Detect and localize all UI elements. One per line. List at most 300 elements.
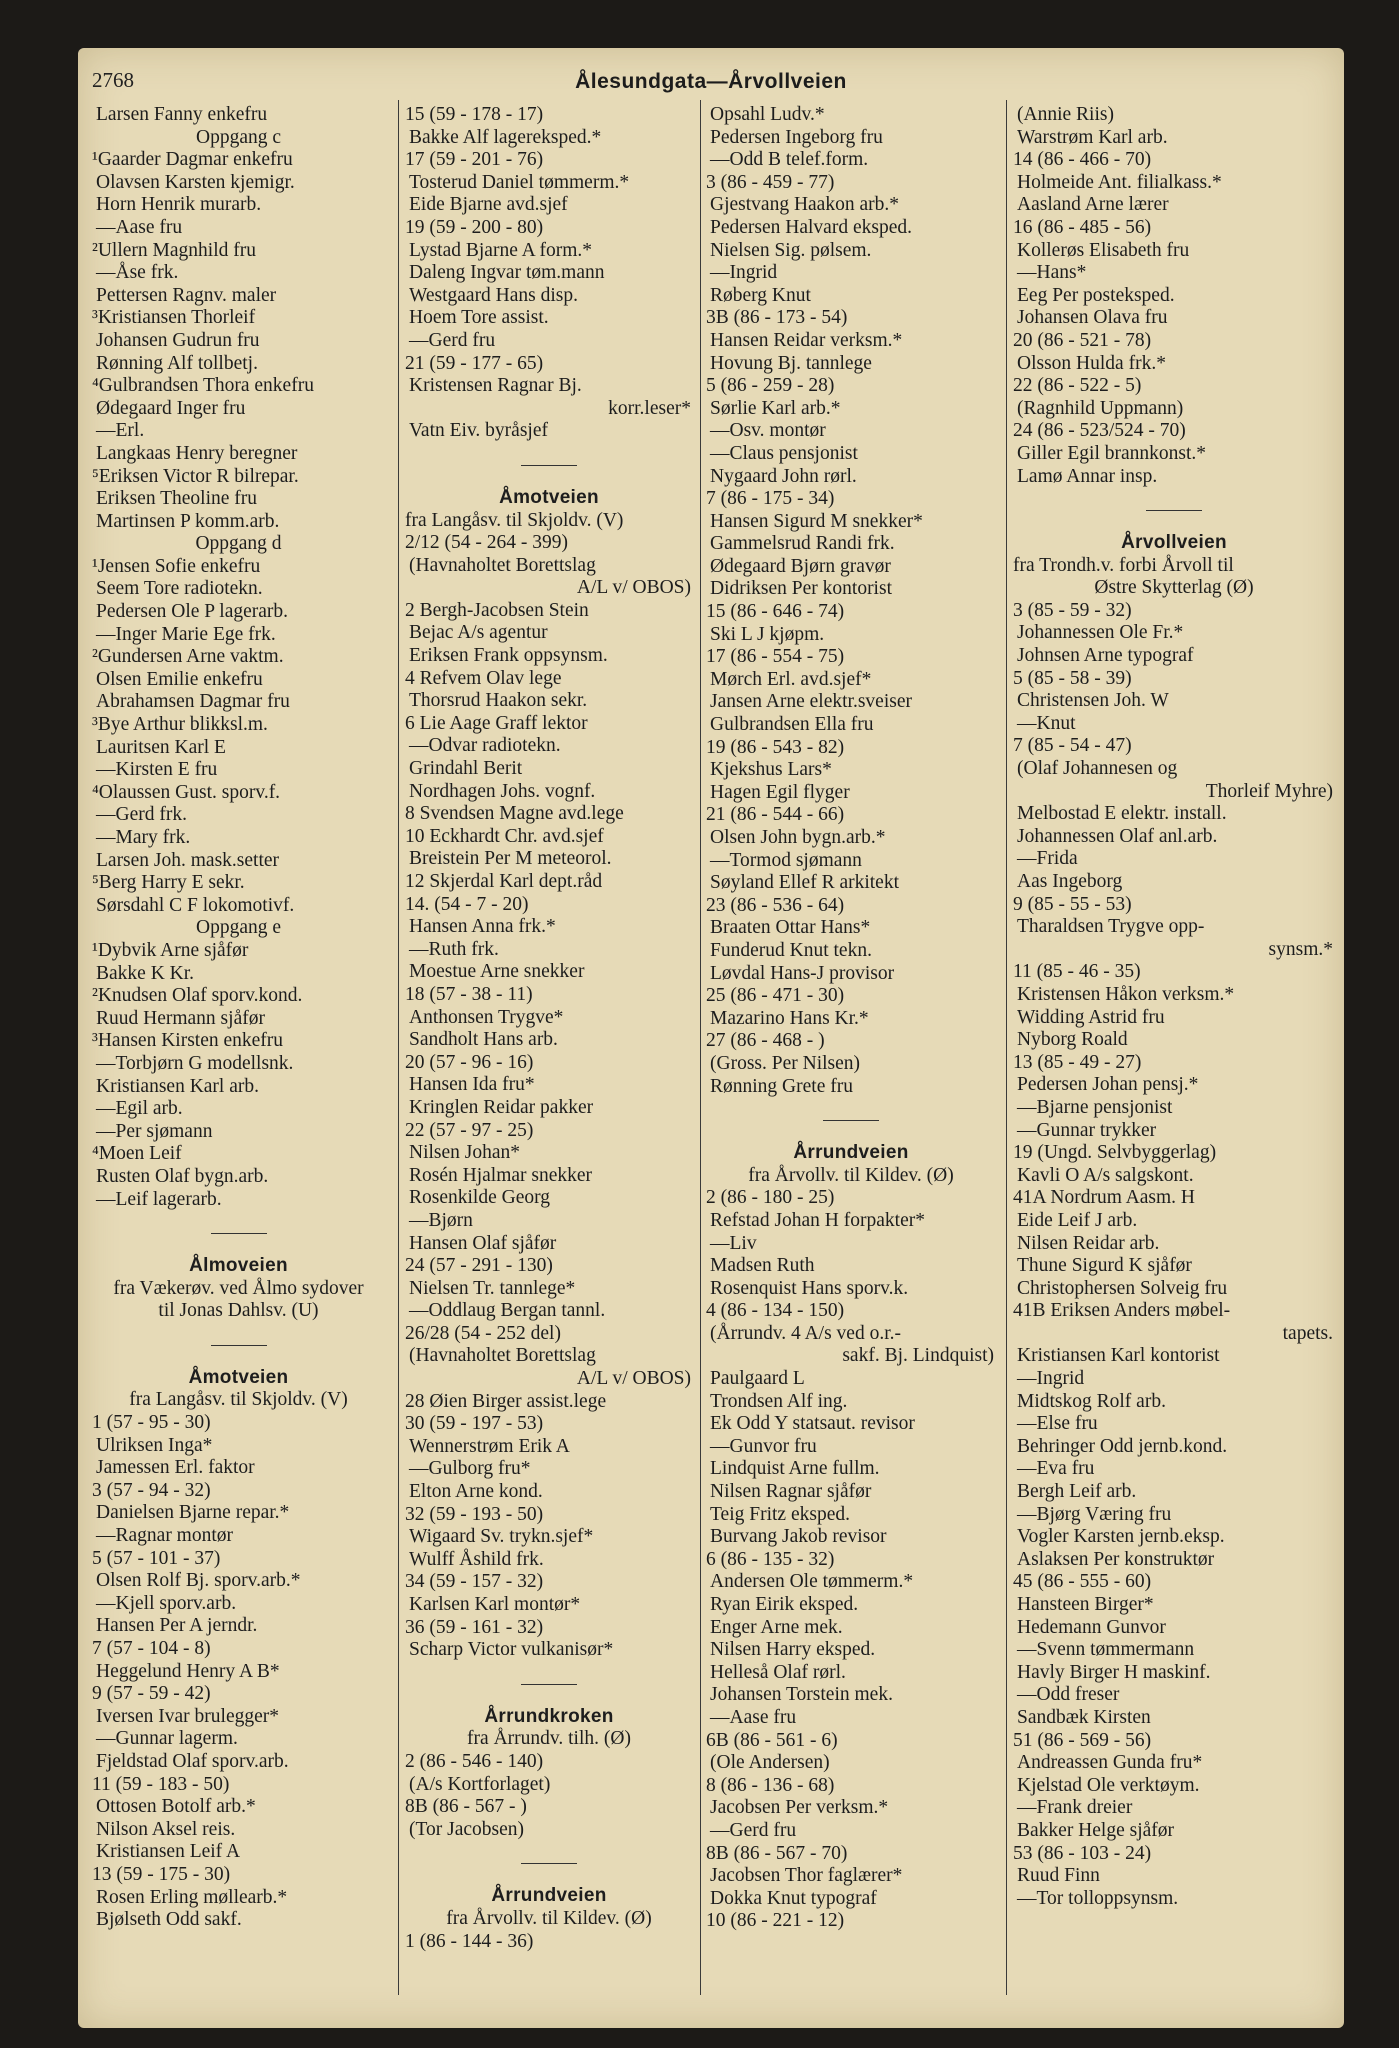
- directory-line: —Gerd fru: [710, 1819, 797, 1841]
- directory-line: korr.leser*: [608, 397, 691, 419]
- directory-line: 34 (59 - 157 - 32): [405, 1571, 544, 1593]
- directory-line: Bakker Helge sjåfør: [1017, 1819, 1175, 1841]
- directory-line: —Ragnar montør: [96, 1525, 234, 1547]
- directory-line: Oppgang e: [195, 917, 282, 939]
- column-rule: [700, 100, 701, 1995]
- directory-line: 19 (59 - 200 - 80): [405, 216, 544, 238]
- directory-line: 21 (86 - 544 - 66): [706, 804, 845, 826]
- street-heading: Årvollveien: [1121, 532, 1227, 554]
- directory-line: Johansen Torstein mek.: [710, 1684, 893, 1706]
- directory-line: Braaten Ottar Hans*: [710, 917, 871, 939]
- directory-line: Olsson Hulda frk.*: [1017, 352, 1166, 374]
- directory-line: Bergh Leif arb.: [1017, 1481, 1137, 1503]
- directory-line: Jansen Arne elektr.sveiser: [710, 691, 912, 713]
- directory-line: Moestue Arne snekker: [409, 961, 585, 983]
- directory-line: Iversen Ivar brulegger*: [96, 1705, 279, 1727]
- directory-line: Ryan Eirik eksped.: [710, 1594, 859, 1615]
- directory-line: —Gerd frk.: [96, 804, 187, 826]
- directory-line: Hedemann Gunvor: [1017, 1616, 1166, 1638]
- directory-line: 6 Lie Aage Graff lektor: [405, 712, 588, 734]
- directory-line: Elton Arne kond.: [409, 1481, 543, 1503]
- directory-line: ²Gundersen Arne vaktm.: [92, 646, 284, 668]
- directory-line: Gammelsrud Randi frk.: [710, 533, 895, 555]
- directory-line: —Hans*: [1017, 262, 1087, 284]
- directory-line: Pedersen Ole P lagerarb.: [96, 601, 289, 623]
- directory-line: Hoem Tore assist.: [409, 307, 549, 329]
- directory-line: —Else fru: [1017, 1413, 1098, 1435]
- section-separator: [405, 443, 693, 487]
- directory-line: Paulgaard L: [710, 1368, 805, 1390]
- directory-line: fra Trondh.v. forbi Årvoll til: [1013, 554, 1234, 576]
- directory-line: Ulriksen Inga*: [96, 1434, 213, 1456]
- directory-line: —Claus pensjonist: [710, 442, 858, 464]
- directory-line: Seem Tore radiotekn.: [96, 578, 263, 600]
- directory-line: 36 (59 - 161 - 32): [405, 1616, 544, 1638]
- directory-line: 15 (59 - 178 - 17): [405, 104, 544, 125]
- directory-line: 6 (86 - 135 - 32): [706, 1548, 835, 1570]
- directory-line: Nordhagen Johs. vognf.: [409, 780, 596, 802]
- directory-line: 5 (57 - 101 - 37): [92, 1547, 221, 1569]
- directory-line: —Oddlaug Bergan tannl.: [409, 1300, 606, 1322]
- directory-line: Rosenquist Hans sporv.k.: [710, 1277, 909, 1299]
- directory-line: Funderud Knut tekn.: [710, 939, 872, 961]
- directory-line: Eriksen Frank oppsynsm.: [409, 645, 608, 667]
- directory-line: Johannessen Ole Fr.*: [1017, 622, 1184, 644]
- directory-line: Gjestvang Haakon arb.*: [710, 194, 899, 216]
- directory-line: Ruud Hermann sjåfør: [96, 1007, 265, 1029]
- directory-line: Nilsen Harry eksped.: [710, 1639, 876, 1661]
- directory-line: Wulff Åshild frk.: [409, 1548, 544, 1570]
- directory-line: 22 (57 - 97 - 25): [405, 1119, 534, 1141]
- column-4: [1013, 104, 1335, 2004]
- directory-line: —Åse frk.: [96, 262, 179, 284]
- directory-line: (Gross. Per Nilsen): [710, 1052, 861, 1074]
- street-heading: Åmotveien: [499, 486, 599, 508]
- directory-line: ²Ullern Magnhild fru: [92, 239, 256, 261]
- directory-line: Refstad Johan H forpakter*: [710, 1209, 925, 1231]
- directory-line: —Osv. montør: [710, 420, 826, 442]
- directory-line: Anthonsen Trygve*: [409, 1006, 564, 1028]
- directory-line: 11 (59 - 183 - 50): [92, 1773, 230, 1795]
- directory-line: Løvdal Hans-J provisor: [710, 962, 895, 984]
- directory-line: 13 (59 - 175 - 30): [92, 1863, 231, 1885]
- directory-line: fra Langåsv. til Skjoldv. (V): [405, 509, 624, 531]
- directory-line: Sandholt Hans arb.: [409, 1029, 558, 1051]
- directory-line: —Egil arb.: [96, 1098, 183, 1120]
- directory-line: —Gulborg fru*: [409, 1458, 531, 1480]
- directory-line: 24 (86 - 523/524 - 70): [1013, 420, 1186, 442]
- directory-line: Hagen Egil flyger: [710, 781, 850, 803]
- directory-line: Jacobsen Thor faglærer*: [710, 1865, 903, 1887]
- directory-line: Horn Henrik murarb.: [96, 194, 262, 216]
- directory-line: —Gunnar lagerm.: [96, 1728, 238, 1750]
- directory-line: Ski L J kjøpm.: [710, 623, 825, 645]
- directory-line: 19 (Ungd. Selvbyggerlag): [1013, 1142, 1217, 1164]
- directory-line: 17 (86 - 554 - 75): [706, 646, 845, 668]
- column-3: [706, 104, 996, 2004]
- directory-line: 9 (85 - 55 - 53): [1013, 893, 1132, 915]
- directory-line: 10 (86 - 221 - 12): [706, 1910, 845, 1932]
- directory-line: Ødegaard Inger fru: [96, 397, 246, 419]
- directory-line: Kristiansen Leif A: [96, 1841, 241, 1863]
- directory-line: Aasland Arne lærer: [1017, 194, 1169, 216]
- directory-line: Fjeldstad Olaf sporv.arb.: [96, 1750, 289, 1772]
- directory-line: Andersen Ole tømmerm.*: [710, 1571, 914, 1593]
- directory-line: Rosén Hjalmar snekker: [409, 1164, 593, 1186]
- directory-line: 20 (57 - 96 - 16): [405, 1051, 534, 1073]
- directory-line: 53 (86 - 103 - 24): [1013, 1842, 1152, 1864]
- directory-line: Nilson Aksel reis.: [96, 1818, 236, 1840]
- directory-line: 5 (85 - 58 - 39): [1013, 667, 1132, 689]
- directory-line: Oppgang c: [195, 126, 282, 148]
- directory-line: Vatn Eiv. byråsjef: [409, 420, 548, 442]
- directory-line: ²Knudsen Olaf sporv.kond.: [92, 985, 303, 1007]
- directory-line: Johansen Olava fru: [1017, 307, 1168, 329]
- street-heading: Årrundveien: [491, 1885, 607, 1907]
- directory-line: Widding Astrid fru: [1017, 1006, 1165, 1028]
- directory-line: 41B Eriksen Anders møbel-: [1013, 1300, 1231, 1322]
- directory-line: 5 (86 - 259 - 28): [706, 375, 835, 397]
- directory-line: 13 (85 - 49 - 27): [1013, 1051, 1142, 1073]
- directory-line: Oppgang d: [195, 533, 282, 555]
- directory-line: Eeg Per posteksped.: [1017, 284, 1175, 306]
- directory-line: Nygaard John rørl.: [710, 465, 857, 487]
- directory-line: Nilsen Reidar arb.: [1017, 1232, 1160, 1254]
- directory-line: Grindahl Berit: [409, 758, 523, 780]
- directory-line: Nielsen Tr. tannlege*: [409, 1277, 576, 1299]
- directory-line: 6B (86 - 561 - 6): [706, 1729, 838, 1751]
- directory-line: 3 (86 - 459 - 77): [706, 171, 835, 193]
- directory-line: 19 (86 - 543 - 82): [706, 736, 845, 758]
- directory-line: —Frank dreier: [1017, 1797, 1133, 1819]
- directory-line: Nyborg Roald: [1017, 1029, 1128, 1051]
- directory-line: 15 (86 - 646 - 74): [706, 601, 845, 623]
- directory-line: 14 (86 - 466 - 70): [1013, 149, 1152, 171]
- directory-line: Nilsen Johan*: [409, 1142, 521, 1164]
- directory-line: Wennerstrøm Erik A: [409, 1435, 570, 1457]
- directory-line: Kristiansen Karl arb.: [96, 1075, 259, 1097]
- directory-line: Teig Fritz eksped.: [710, 1503, 850, 1525]
- column-rule: [1006, 100, 1007, 1995]
- directory-line: Bejac A/s agentur: [409, 622, 548, 644]
- directory-line: 7 (85 - 54 - 47): [1013, 735, 1132, 757]
- directory-line: —Ingrid: [710, 262, 778, 284]
- street-heading: Årrundkroken: [484, 1705, 614, 1727]
- directory-line: Kjekshus Lars*: [710, 759, 832, 781]
- directory-line: 3B (86 - 173 - 54): [706, 307, 848, 329]
- directory-line: Christensen Joh. W: [1017, 690, 1169, 712]
- directory-line: —Liv: [710, 1232, 757, 1254]
- directory-line: Olsen Rolf Bj. sporv.arb.*: [96, 1570, 301, 1592]
- section-separator: [92, 1323, 385, 1367]
- directory-line: 3 (85 - 59 - 32): [1013, 599, 1132, 621]
- directory-line: Johnsen Arne typograf: [1017, 645, 1194, 667]
- directory-line: —Ingrid: [1017, 1368, 1085, 1390]
- directory-line: Trondsen Alf ing.: [710, 1390, 848, 1412]
- directory-line: Scharp Victor vulkanisør*: [409, 1639, 614, 1661]
- directory-line: Pettersen Ragnv. maler: [96, 284, 277, 306]
- directory-line: —Gunnar trykker: [1017, 1119, 1157, 1141]
- directory-line: ⁵Eriksen Victor R bilrepar.: [92, 465, 299, 487]
- directory-line: —Gunvor fru: [710, 1435, 817, 1457]
- directory-line: 1 (57 - 95 - 30): [92, 1412, 211, 1434]
- directory-line: Lindquist Arne fullm.: [710, 1458, 880, 1480]
- directory-line: 26/28 (54 - 252 del): [405, 1322, 561, 1344]
- section-separator: [1013, 488, 1335, 532]
- directory-line: Ek Odd Y statsaut. revisor: [710, 1413, 915, 1435]
- directory-line: —Frida: [1017, 848, 1078, 870]
- column-1: [92, 104, 385, 2004]
- directory-line: —Svenn tømmermann: [1017, 1639, 1195, 1661]
- directory-line: ³Bye Arthur blikksl.m.: [92, 714, 268, 736]
- directory-line: Søyland Ellef R arkitekt: [710, 872, 900, 894]
- directory-line: —Torbjørn G modellsnk.: [96, 1052, 294, 1074]
- directory-line: —Eva fru: [1017, 1458, 1095, 1480]
- directory-line: 12 Skjerdal Karl dept.råd: [405, 871, 603, 892]
- directory-line: Abrahamsen Dagmar fru: [96, 691, 290, 713]
- directory-line: 45 (86 - 555 - 60): [1013, 1571, 1152, 1593]
- column-2: [405, 104, 693, 2004]
- directory-line: Rosenkilde Georg: [409, 1187, 550, 1209]
- directory-line: 32 (59 - 193 - 50): [405, 1503, 544, 1525]
- directory-line: —Tor tolloppsynsm.: [1017, 1887, 1179, 1909]
- directory-line: Eide Bjarne avd.sjef: [409, 194, 568, 216]
- directory-line: 25 (86 - 471 - 30): [706, 985, 845, 1007]
- directory-line: 8B (86 - 567 - ): [405, 1796, 527, 1818]
- directory-line: —Kirsten E fru: [96, 759, 218, 781]
- directory-line: synsm.*: [1268, 938, 1333, 960]
- directory-line: Sørsdahl C F lokomotivf.: [96, 894, 295, 916]
- directory-line: Pedersen Ingeborg fru: [710, 126, 883, 148]
- directory-line: til Jonas Dahlsv. (U): [158, 1300, 319, 1322]
- directory-line: —Odd freser: [1017, 1684, 1120, 1706]
- directory-line: (Årrundv. 4 A/s ved o.r.-: [710, 1322, 902, 1344]
- directory-line: 20 (86 - 521 - 78): [1013, 329, 1152, 351]
- directory-line: ¹Gaarder Dagmar enkefru: [92, 149, 293, 171]
- section-separator: [405, 1841, 693, 1885]
- directory-line: Heggelund Henry A B*: [96, 1660, 280, 1682]
- directory-line: Wigaard Sv. trykn.sjef*: [409, 1526, 594, 1548]
- directory-line: Hansen Olaf sjåfør: [409, 1232, 557, 1254]
- directory-line: A/L v/ OBOS): [576, 577, 691, 599]
- directory-line: Daleng Ingvar tøm.mann: [409, 262, 605, 284]
- directory-line: Hansen Sigurd M snekker*: [710, 510, 923, 532]
- directory-line: 8 (86 - 136 - 68): [706, 1774, 835, 1796]
- directory-line: Olsen John bygn.arb.*: [710, 827, 886, 848]
- directory-line: Nilsen Ragnar sjåfør: [710, 1481, 872, 1503]
- directory-line: Hansteen Birger*: [1017, 1594, 1154, 1615]
- directory-line: Kristiansen Karl kontorist: [1017, 1345, 1220, 1367]
- directory-line: ³Kristiansen Thorleif: [92, 307, 256, 329]
- directory-line: Aslaksen Per konstruktør: [1017, 1548, 1215, 1570]
- directory-line: Rusten Olaf bygn.arb.: [96, 1165, 269, 1187]
- directory-line: —Aase fru: [710, 1706, 797, 1728]
- directory-line: fra Vækerøv. ved Ålmo sydover: [113, 1277, 364, 1299]
- directory-line: Olsen Emilie enkefru: [96, 668, 263, 690]
- directory-line: —Aase fru: [96, 216, 183, 238]
- section-separator: [92, 1211, 385, 1255]
- directory-line: —Erl.: [96, 420, 145, 442]
- directory-line: —Inger Marie Ege frk.: [96, 623, 276, 645]
- directory-line: fra Årrundv. tilh. (Ø): [467, 1728, 631, 1750]
- directory-line: Havly Birger H maskinf.: [1017, 1661, 1211, 1683]
- directory-line: Christophersen Solveig fru: [1017, 1277, 1228, 1299]
- directory-line: —Odd B telef.form.: [710, 149, 869, 171]
- directory-line: Sandbæk Kirsten: [1017, 1706, 1151, 1728]
- directory-line: Madsen Ruth: [710, 1255, 815, 1277]
- directory-line: Helleså Olaf rørl.: [710, 1661, 846, 1683]
- directory-line: ³Hansen Kirsten enkefru: [92, 1030, 284, 1052]
- directory-line: Hansen Anna frk.*: [409, 916, 556, 938]
- directory-line: fra Årvollv. til Kildev. (Ø): [446, 1907, 652, 1929]
- directory-line: 18 (57 - 38 - 11): [405, 983, 533, 1005]
- directory-line: Ødegaard Bjørn gravør: [710, 555, 891, 577]
- directory-line: Karlsen Karl montør*: [409, 1594, 581, 1615]
- directory-line: 8B (86 - 567 - 70): [706, 1842, 848, 1864]
- directory-line: 23 (86 - 536 - 64): [706, 894, 845, 916]
- directory-line: Rønning Alf tollbetj.: [96, 352, 258, 374]
- directory-line: 8 Svendsen Magne avd.lege: [405, 803, 624, 825]
- directory-line: Ruud Finn: [1017, 1865, 1100, 1887]
- directory-line: A/L v/ OBOS): [576, 1368, 691, 1390]
- directory-line: Hansen Ida fru*: [409, 1074, 535, 1096]
- directory-line: Jamessen Erl. faktor: [96, 1457, 255, 1479]
- directory-line: Rønning Grete fru: [710, 1075, 853, 1097]
- directory-line: —Knut: [1017, 712, 1076, 734]
- directory-line: —Kjell sporv.arb.: [96, 1592, 237, 1614]
- directory-line: 16 (86 - 485 - 56): [1013, 216, 1152, 238]
- directory-page: [78, 48, 1344, 2028]
- directory-line: Lamø Annar insp.: [1017, 465, 1158, 487]
- directory-line: Kristensen Håkon verksm.*: [1017, 983, 1235, 1005]
- directory-line: Pedersen Johan pensj.*: [1017, 1074, 1199, 1096]
- directory-line: ⁵Berg Harry E sekr.: [92, 872, 245, 894]
- directory-line: Dokka Knut typograf: [710, 1887, 877, 1909]
- street-heading: Ålmoveien: [189, 1255, 288, 1277]
- directory-line: Thune Sigurd K sjåfør: [1017, 1255, 1192, 1277]
- directory-line: Thorsrud Haakon sekr.: [409, 690, 588, 712]
- directory-line: 9 (57 - 59 - 42): [92, 1683, 211, 1705]
- directory-line: 3 (57 - 94 - 32): [92, 1479, 211, 1501]
- directory-line: 10 Eckhardt Chr. avd.sjef: [405, 825, 604, 847]
- directory-line: (Tor Jacobsen): [409, 1818, 525, 1840]
- directory-line: 4 Refvem Olav lege: [405, 667, 562, 689]
- directory-line: Opsahl Ludv.*: [710, 104, 825, 125]
- directory-line: Hovung Bj. tannlege: [710, 352, 872, 374]
- street-heading: Åmotveien: [188, 1366, 289, 1388]
- directory-line: 51 (86 - 569 - 56): [1013, 1729, 1152, 1751]
- page-number: 2768: [92, 68, 134, 92]
- directory-line: Nielsen Sig. pølsem.: [710, 239, 872, 261]
- section-separator: [706, 1098, 996, 1142]
- directory-line: 41A Nordrum Aasm. H: [1013, 1187, 1195, 1209]
- directory-line: Burvang Jakob revisor: [710, 1526, 887, 1548]
- directory-line: ⁴Moen Leif: [92, 1143, 182, 1165]
- directory-line: Warstrøm Karl arb.: [1017, 126, 1168, 148]
- directory-line: 2 (86 - 546 - 140): [405, 1750, 544, 1772]
- directory-line: (Ragnhild Uppmann): [1017, 397, 1184, 419]
- directory-line: Røberg Knut: [710, 284, 811, 306]
- directory-line: (Havnaholtet Borettslag: [409, 554, 596, 576]
- directory-line: Midtskog Rolf arb.: [1017, 1390, 1166, 1412]
- directory-line: 2/12 (54 - 264 - 399): [405, 532, 569, 554]
- directory-line: —Leif lagerarb.: [96, 1188, 222, 1210]
- directory-line: Larsen Fanny enkefru: [96, 104, 268, 125]
- directory-line: (Annie Riis): [1017, 104, 1114, 125]
- directory-line: 14. (54 - 7 - 20): [405, 893, 529, 915]
- directory-line: Hansen Per A jerndr.: [96, 1615, 258, 1637]
- directory-line: 2 Bergh-Jacobsen Stein: [405, 599, 589, 621]
- directory-line: Bakke K Kr.: [96, 962, 195, 984]
- directory-line: 7 (86 - 175 - 34): [706, 488, 835, 510]
- directory-line: Vogler Karsten jernb.eksp.: [1017, 1526, 1225, 1548]
- directory-line: Tharaldsen Trygve opp-: [1017, 916, 1205, 938]
- directory-line: Breistein Per M meteorol.: [409, 848, 612, 870]
- directory-line: Kringlen Reidar pakker: [409, 1096, 594, 1118]
- directory-line: Enger Arne mek.: [710, 1616, 843, 1638]
- directory-line: 28 Øien Birger assist.lege: [405, 1390, 607, 1412]
- directory-line: Tosterud Daniel tømmerm.*: [409, 171, 630, 193]
- directory-line: Johannessen Olaf anl.arb.: [1017, 825, 1218, 847]
- directory-line: ⁴Gulbrandsen Thora enkefru: [92, 375, 314, 397]
- section-separator: [405, 1662, 693, 1706]
- directory-line: —Bjørg Væring fru: [1017, 1503, 1172, 1525]
- directory-line: Eide Leif J arb.: [1017, 1209, 1138, 1231]
- directory-line: Andreassen Gunda fru*: [1017, 1752, 1203, 1774]
- directory-line: 1 (86 - 144 - 36): [405, 1930, 534, 1952]
- directory-line: 27 (86 - 468 - ): [706, 1030, 825, 1052]
- directory-line: Westgaard Hans disp.: [409, 284, 579, 306]
- directory-line: Kollerøs Elisabeth fru: [1017, 239, 1190, 261]
- directory-line: sakf. Bj. Lindquist): [842, 1345, 994, 1367]
- directory-line: (Olaf Johannesen og: [1017, 758, 1178, 780]
- directory-line: 22 (86 - 522 - 5): [1013, 375, 1142, 397]
- directory-line: tapets.: [1282, 1322, 1333, 1344]
- directory-line: ¹Dybvik Arne sjåfør: [92, 939, 249, 961]
- directory-line: —Bjarne pensjonist: [1017, 1096, 1173, 1118]
- directory-line: Martinsen P komm.arb.: [96, 510, 280, 532]
- directory-line: fra Årvollv. til Kildev. (Ø): [748, 1164, 954, 1186]
- directory-line: Ottosen Botolf arb.*: [96, 1796, 256, 1818]
- directory-line: Kjelstad Ole verktøym.: [1017, 1774, 1200, 1796]
- directory-line: Giller Egil brannkonst.*: [1017, 442, 1207, 464]
- directory-line: —Mary frk.: [96, 827, 191, 848]
- directory-line: —Bjørn: [409, 1209, 473, 1231]
- directory-line: Didriksen Per kontorist: [710, 578, 892, 600]
- directory-line: Thorleif Myhre): [1205, 780, 1333, 802]
- directory-line: Melbostad E elektr. install.: [1017, 803, 1227, 825]
- directory-line: 21 (59 - 177 - 65): [405, 352, 544, 374]
- directory-line: Lystad Bjarne A form.*: [409, 239, 593, 261]
- directory-line: Eriksen Theoline fru: [96, 488, 258, 510]
- directory-line: ¹Jensen Sofie enkefru: [92, 555, 261, 577]
- directory-line: 17 (59 - 201 - 76): [405, 149, 544, 171]
- directory-line: Johansen Gudrun fru: [96, 329, 260, 351]
- directory-line: Bjølseth Odd sakf.: [96, 1909, 242, 1931]
- directory-line: Mazarino Hans Kr.*: [710, 1007, 869, 1029]
- directory-line: 2 (86 - 180 - 25): [706, 1187, 835, 1209]
- directory-line: (Havnaholtet Borettslag: [409, 1345, 596, 1367]
- page-header: Ålesundgata—Årvollveien: [575, 70, 847, 93]
- directory-line: —Per sjømann: [96, 1120, 213, 1142]
- directory-line: Rosen Erling møllearb.*: [96, 1886, 288, 1908]
- column-rule: [398, 100, 399, 1995]
- directory-line: Larsen Joh. mask.setter: [96, 849, 280, 871]
- directory-line: Holmeide Ant. filialkass.*: [1017, 171, 1222, 193]
- directory-line: Hansen Reidar verksm.*: [710, 329, 903, 351]
- directory-line: Behringer Odd jernb.kond.: [1017, 1435, 1228, 1457]
- directory-line: Langkaas Henry beregner: [96, 442, 298, 464]
